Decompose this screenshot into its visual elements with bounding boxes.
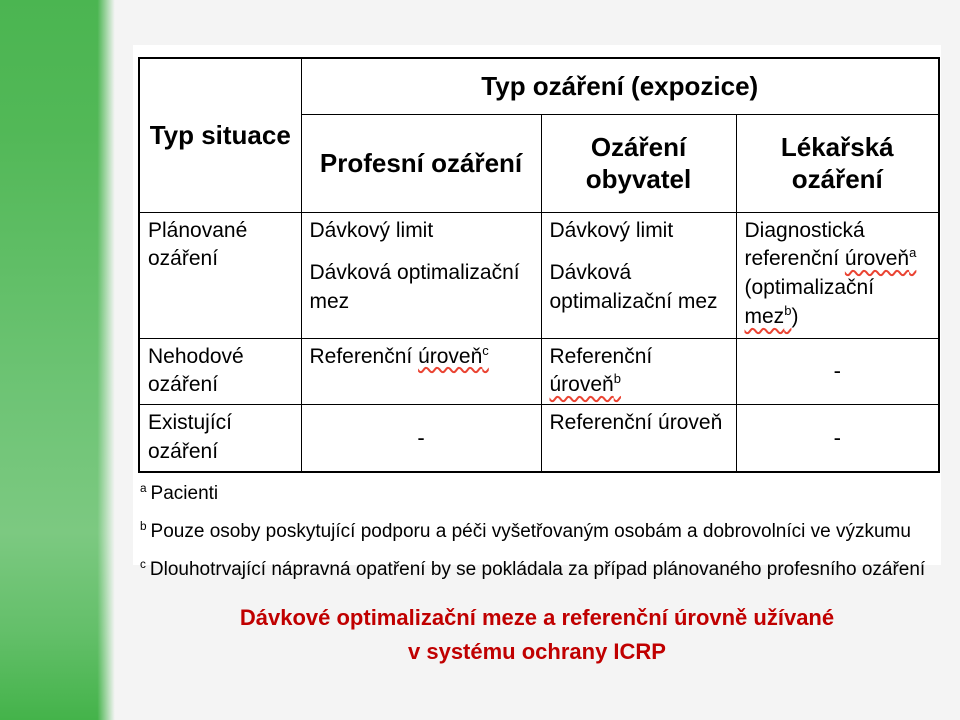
cell-text: Plánované ozáření [148,218,248,271]
word: úroveň [549,373,614,397]
cell-text: Nehodové ozáření [148,344,244,397]
table-row-existujici [139,405,939,472]
misspelled-word [418,342,489,368]
table-row-planovane [139,212,939,338]
cell-line: Dávková optimalizační mez [309,261,520,314]
cell-text: Referenční [549,344,653,368]
footnote-ref-a: a [909,245,917,261]
cell-line: Dávková optimalizační mez [549,261,718,314]
word: úroveň [844,247,910,271]
header-profesni-ozareni: Profesní ozáření [301,114,541,212]
cell-existujici-lekarska: - [736,405,939,472]
cell-nehodove-lekarska: - [736,338,939,405]
table-header-row-1 [139,58,939,114]
footnote-c [140,559,941,582]
content-panel [133,45,941,580]
header-ozareni-obyvatel: Ozáření obyvatel [541,114,736,212]
cell-planovane-profesni [301,212,541,338]
misspelled-word [745,305,792,328]
misspelled-word [550,373,621,396]
cell-text: Existující ozáření [148,411,233,464]
cell-text: ) [791,305,799,329]
cell-line: Dávkový limit [309,218,434,242]
header-typ-ozareni: Typ ozáření (expozice) [301,58,939,114]
footnote-b-marker: b [140,519,147,533]
word: mez [744,305,785,329]
cell-text: (optimalizační [744,276,875,300]
cell-text: Referenční [309,344,419,368]
icrp-levels-table [138,57,940,473]
footnote-a-marker: a [140,482,147,496]
misspelled-word [845,247,916,270]
cell-line: Dávkový limit [549,218,674,242]
slide-caption [133,601,941,669]
table-row-nehodove [139,338,939,405]
caption-line-2: v systému ochrany ICRP [408,639,666,665]
footnote-c-marker: c [140,557,146,571]
footnote-ref-c: c [482,342,489,358]
cell-text: Diagnostická referenční [744,218,865,271]
cell-text: Referenční úroveň [549,411,723,435]
cell-situation-nehodove [139,338,301,405]
footnotes [140,483,941,581]
caption-line-1: Dávkové optimalizační meze a referenční úrovně užívané [239,605,835,630]
green-accent-bar [0,0,116,720]
cell-planovane-obyvatel [541,212,736,338]
cell-situation-planovane [139,212,301,338]
cell-existujici-obyvatel [541,405,736,472]
footnote-ref-b: b [613,371,621,387]
header-typ-situace: Typ situace [139,58,301,212]
cell-situation-existujici [139,405,301,472]
cell-planovane-lekarska [736,212,939,338]
footnote-b [140,521,941,544]
footnote-a [140,483,941,506]
footnote-a-text: Pacienti [150,483,219,505]
footnote-ref-b: b [784,303,792,319]
footnote-c-text: Dlouhotrvající nápravná opatření by se pokládala za případ plánovaného profesního ozáření [149,558,926,580]
cell-nehodove-profesni [301,338,541,405]
header-lekarska-ozareni: Lékařská ozáření [736,114,939,212]
word: úroveň [418,344,483,368]
footnote-b-text: Pouze osoby poskytující podporu a péči vyšetřovaným osobám a dobrovolníci ve výzkumu [150,521,911,543]
cell-nehodove-obyvatel [541,338,736,405]
cell-existujici-profesni: - [301,405,541,472]
